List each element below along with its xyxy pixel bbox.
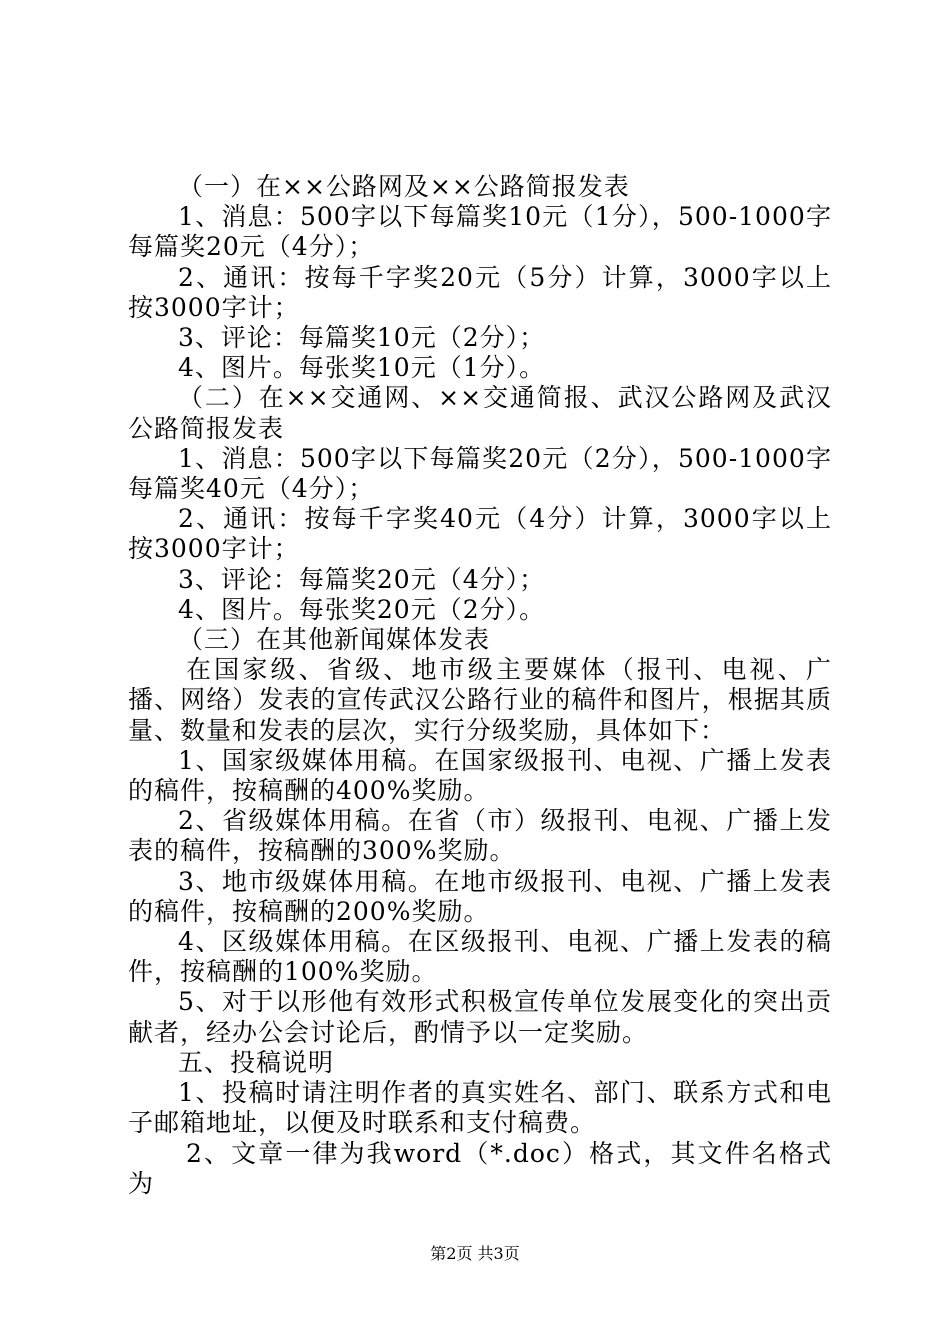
document-body [128, 172, 832, 1199]
paragraph: 4、图片。每张奖20元（2分）。 [178, 594, 546, 624]
paragraph: 1、消息：500字以下每篇奖10元（1分），500-1000字每篇奖20元（4分）； [128, 202, 832, 262]
paragraph: 2、通讯：按每千字奖20元（5分）计算，3000字以上按3000字计； [128, 262, 832, 322]
paragraph: 4、图片。每张奖10元（1分）。 [178, 353, 546, 383]
paragraph: 2、文章一律为我word（*.doc）格式，其文件名格式为 [128, 1138, 832, 1198]
paragraph: 2、省级媒体用稿。在省（市）级报刊、电视、广播上发表的稿件，按稿酬的300%奖励。 [128, 806, 832, 866]
section-heading-1: （一）在××公路网及××公路简报发表 [178, 172, 630, 201]
paragraph: 3、地市级媒体用稿。在地市级报刊、电视、广播上发表的稿件，按稿酬的200%奖励。 [128, 866, 832, 926]
paragraph: 1、消息：500字以下每篇奖20元（2分），500-1000字每篇奖40元（4分）； [128, 443, 832, 504]
paragraph: 2、通讯：按每千字奖40元（4分）计算，3000字以上按3000字计； [128, 504, 832, 564]
paragraph: 4、区级媒体用稿。在区级报刊、电视、广播上发表的稿件，按稿酬的100%奖励。 [128, 927, 832, 987]
page-number-label: 第2页 共3页 [430, 1244, 520, 1263]
paragraph: 3、评论：每篇奖20元（4分）； [178, 564, 546, 594]
section-heading-2: （二）在××交通网、××交通简报、武汉公路网及武汉公路简报发表 [128, 383, 832, 443]
paragraph: 1、国家级媒体用稿。在国家级报刊、电视、广播上发表的稿件，按稿酬的400%奖励。 [128, 745, 832, 806]
paragraph: 1、投稿时请注明作者的真实姓名、部门、联系方式和电子邮箱地址，以便及时联系和支付稿费。 [128, 1078, 832, 1138]
section-heading-5: 五、投稿说明 [178, 1047, 335, 1077]
section-heading-3: （三）在其他新闻媒体发表 [178, 625, 491, 655]
page-footer [0, 1244, 950, 1264]
paragraph: 3、评论：每篇奖10元（2分）； [178, 323, 546, 353]
paragraph: 在国家级、省级、地市级主要媒体（报刊、电视、广播、网络）发表的宣传武汉公路行业的稿件和图片，根据其质量、数量和发表的层次，实行分级奖励，具体如下： [128, 655, 832, 745]
paragraph: 5、对于以形他有效形式积极宣传单位发展变化的突出贡献者，经办公会讨论后，酌情予以一定奖励。 [128, 987, 832, 1047]
